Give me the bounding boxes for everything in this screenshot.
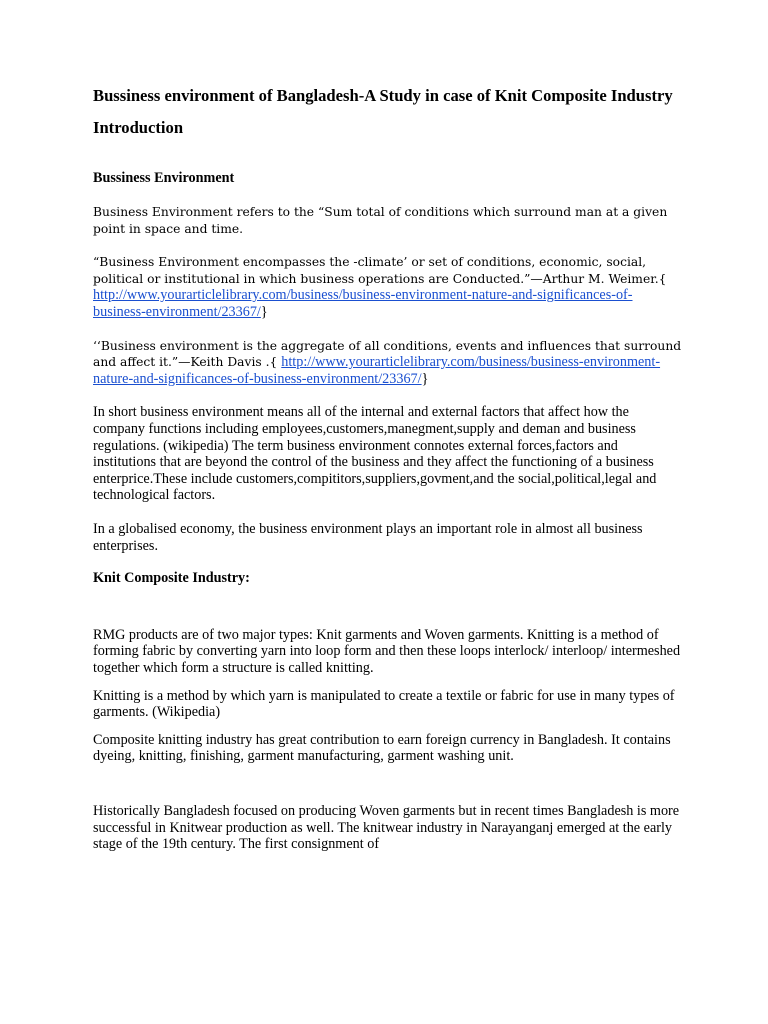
globalised-economy-paragraph: In a globalised economy, the business environment plays an important role in almost all business enterprises. [93,521,643,554]
definition-paragraph: Business Environment refers to the “Sum total of conditions which surround man at a given point in space and time. [93,205,668,236]
history-paragraph: Historically Bangladesh focused on producing Woven garments but in recent times Bangladesh is more successful in Knitwear production as well. The knitwear industry in Narayanganj emerged at the early stage of the 19th century. The first consignment of [93,802,680,853]
davis-quote-text: ‘‘Business environment is the aggregate of all conditions, events and influences that surround and affect it.”—Keith Davis .{ [93,338,682,370]
knitting-method-paragraph: Knitting is a method by which yarn is manipulated to create a textile or fabric for use in many types of garments. (Wikipedia) [93,687,675,721]
short-business-environment-paragraph: In short business environment means all of the internal and external factors that affect how the company functions including employees,customers,manegment,supply and deman and business regulations. (wikipedia) The term business environment connotes external forces,factors and institutions that are beyond the control of the business and they affect the functioning of a business enterprice.These include customers,compititors,suppliers,govment,and the social,political,legal and technological factors. [93,404,657,504]
knit-composite-heading: Knit Composite Industry: [93,570,250,587]
davis-quote-close: } [421,370,429,387]
weimer-quote-close: } [260,304,268,321]
composite-knitting-paragraph: Composite knitting industry has great contribution to earn foreign currency in Bangladesh. It contains dyeing, knitting, finishing, garment manufacturing, garment washing unit. [93,731,671,765]
weimer-quote-text: “Business Environment encompasses the -climate’ or set of conditions, economic, social, political or institutional in which business operations are Conducted.”—Arthur M. Weimer.{ [93,255,667,286]
business-environment-heading: Bussiness Environment [93,169,235,186]
rmg-products-paragraph: RMG products are of two major types: Knit garments and Woven garments. Knitting is a method of forming fabric by converting yarn into loop form and then these loops interlock/ interloop/ intermeshed together which form a structure is called knitting. [93,626,681,676]
davis-source-link[interactable]: http://www.yourarticlelibrary.com/business/business-environment-nature-and-significances-of-business-environment/23367/ [93,354,661,387]
introduction-heading: Introduction [93,117,184,137]
document-page [93,86,683,853]
document-title: Bussiness environment of Bangladesh-A Study in case of Knit Composite Industry [93,86,673,105]
davis-quote-paragraph [93,338,683,388]
weimer-quote-paragraph [93,254,683,320]
weimer-source-link[interactable]: http://www.yourarticlelibrary.com/business/business-environment-nature-and-significances-of-business-environment/23367/ [93,287,633,321]
